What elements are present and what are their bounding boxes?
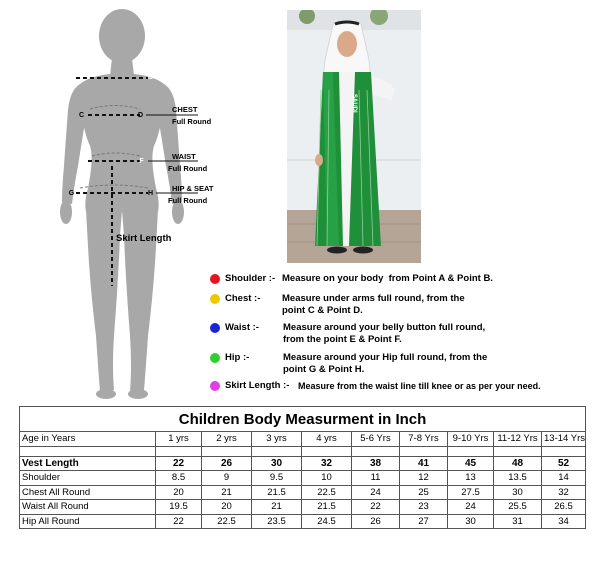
child-in-thobe-image — [287, 10, 421, 263]
header-cell: 11-12 Yrs — [494, 432, 542, 447]
table-cell: 25 — [400, 485, 448, 500]
table-cell: 31 — [494, 514, 542, 529]
table-cell: 23.5 — [252, 514, 302, 529]
table-cell: 48 — [494, 456, 542, 471]
table-row — [20, 485, 586, 500]
point-f-marker: F — [139, 158, 144, 165]
table-cell: 27.5 — [448, 485, 494, 500]
legend-description: Measure on your body from Point A & Point B. — [282, 273, 493, 284]
row-label: Waist All Round — [20, 500, 156, 515]
legend-name: Skirt Length :- — [225, 380, 290, 391]
header-cell: Age in Years — [20, 432, 156, 447]
waist-label: WAIST — [172, 152, 196, 161]
table-spacer-row — [20, 446, 586, 456]
table-cell: 14 — [542, 471, 586, 486]
point-d-marker: D — [137, 112, 144, 119]
table-cell: 27 — [400, 514, 448, 529]
header-cell: 5-6 Yrs — [352, 432, 400, 447]
garment-print-text: SAUDI — [351, 94, 357, 113]
table-row — [20, 456, 586, 471]
point-g-marker: G — [68, 190, 75, 197]
legend-description: Measure under arms full round, from the point C & Point D. — [282, 293, 465, 316]
point-a-marker: A — [67, 74, 74, 81]
header-cell: 3 yrs — [252, 432, 302, 447]
waist-color-dot — [210, 323, 220, 333]
hip-sublabel: Full Round — [168, 196, 208, 205]
table-cell: 11 — [352, 471, 400, 486]
table-cell: 23 — [400, 500, 448, 515]
table-cell: 30 — [448, 514, 494, 529]
table-row — [20, 471, 586, 486]
hip-color-dot — [210, 353, 220, 363]
chest-color-dot — [210, 294, 220, 304]
chest-sublabel: Full Round — [172, 117, 212, 126]
header-cell: 9-10 Yrs — [448, 432, 494, 447]
table-cell: 30 — [252, 456, 302, 471]
skirt-color-dot — [210, 381, 220, 391]
table-cell: 32 — [302, 456, 352, 471]
table-cell: 34 — [542, 514, 586, 529]
row-label: Vest Length — [20, 456, 156, 471]
table-cell: 20 — [202, 500, 252, 515]
hip-label: HIP & SEAT — [172, 184, 214, 193]
table-cell: 21 — [202, 485, 252, 500]
point-h-marker: H — [147, 190, 154, 197]
table-title-row — [20, 407, 586, 432]
body-measurement-diagram — [30, 6, 230, 402]
skirt-start-marker — [106, 156, 117, 167]
waist-sublabel: Full Round — [168, 164, 208, 173]
header-cell: 7-8 Yrs — [400, 432, 448, 447]
table-cell: 26 — [202, 456, 252, 471]
table-cell: 26 — [352, 514, 400, 529]
row-label: Chest All Round — [20, 485, 156, 500]
table-cell: 21 — [252, 500, 302, 515]
table-cell: 9.5 — [252, 471, 302, 486]
legend-name: Waist :- — [225, 322, 259, 333]
table-cell: 24 — [352, 485, 400, 500]
table-cell: 21.5 — [302, 500, 352, 515]
table-cell: 20 — [156, 485, 202, 500]
table-cell: 24.5 — [302, 514, 352, 529]
size-chart-table — [19, 406, 586, 529]
product-photo — [287, 10, 421, 263]
table-title: Children Body Measurment in Inch — [20, 407, 586, 432]
table-cell: 21.5 — [252, 485, 302, 500]
table-cell: 22 — [352, 500, 400, 515]
table-cell: 25.5 — [494, 500, 542, 515]
table-cell: 22.5 — [302, 485, 352, 500]
point-b-marker: B — [147, 74, 154, 81]
header-cell: 1 yrs — [156, 432, 202, 447]
point-c-marker: C — [78, 112, 85, 119]
point-e-marker: E — [80, 158, 85, 165]
skirt-end-marker — [106, 283, 117, 294]
table-cell: 19.5 — [156, 500, 202, 515]
table-cell: 52 — [542, 456, 586, 471]
table-cell: 22.5 — [202, 514, 252, 529]
table-cell: 30 — [494, 485, 542, 500]
table-row — [20, 514, 586, 529]
chest-label: CHEST — [172, 105, 198, 114]
legend-description: Measure from the waist line till knee or as per your need. — [298, 381, 541, 391]
table-cell: 22 — [156, 456, 202, 471]
table-header-row — [20, 432, 586, 447]
table-cell: 8.5 — [156, 471, 202, 486]
skirt-length-label: Skirt Length — [116, 233, 172, 244]
legend-name: Hip :- — [225, 352, 250, 363]
header-cell: 13-14 Yrs — [542, 432, 586, 447]
legend-name: Chest :- — [225, 293, 261, 304]
table-cell: 32 — [542, 485, 586, 500]
shoulder-color-dot — [210, 274, 220, 284]
table-cell: 9 — [202, 471, 252, 486]
table-cell: 13.5 — [494, 471, 542, 486]
table-cell: 24 — [448, 500, 494, 515]
table-cell: 26.5 — [542, 500, 586, 515]
table-row — [20, 500, 586, 515]
legend-name: Shoulder :- — [225, 273, 276, 284]
header-cell: 4 yrs — [302, 432, 352, 447]
table-cell: 45 — [448, 456, 494, 471]
table-cell: 12 — [400, 471, 448, 486]
table-cell: 22 — [156, 514, 202, 529]
legend-description: Measure around your Hip full round, from the point G & Point H. — [283, 352, 488, 375]
table-cell: 10 — [302, 471, 352, 486]
header-cell: 2 yrs — [202, 432, 252, 447]
table-cell: 38 — [352, 456, 400, 471]
legend-description: Measure around your belly button full round, from the point E & Point F. — [283, 322, 486, 345]
table-cell: 13 — [448, 471, 494, 486]
row-label: Shoulder — [20, 471, 156, 486]
table-cell: 41 — [400, 456, 448, 471]
row-label: Hip All Round — [20, 514, 156, 529]
